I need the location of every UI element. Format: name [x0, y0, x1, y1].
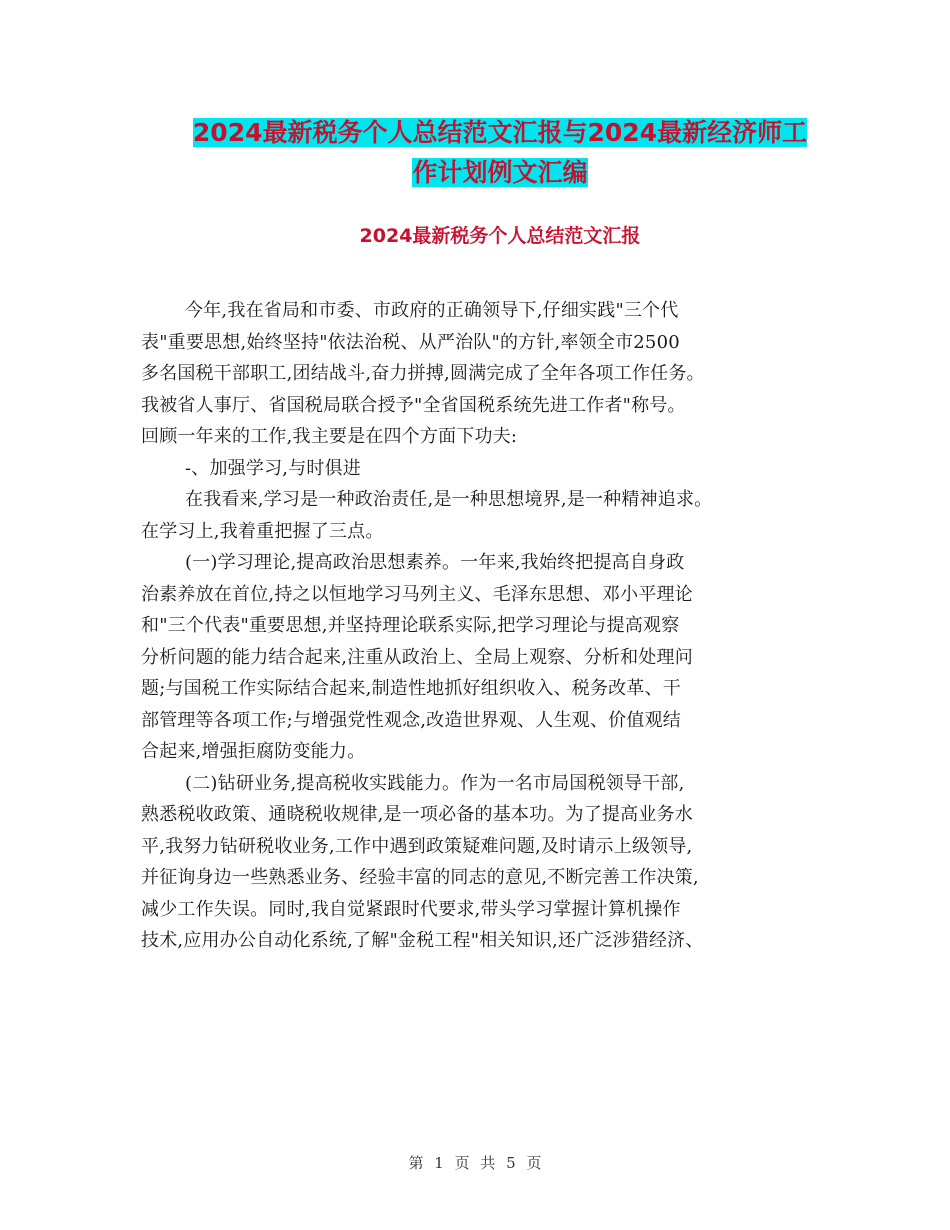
paragraph-line: 合起来,增强拒腐防变能力。	[141, 741, 366, 762]
paragraph-line: (二)钻研业务,提高税收实践能力。作为一名市局国税领导干部,	[185, 772, 685, 794]
paragraph-line: 表"重要思想,始终坚持"依法治税、从严治队"的方针,率领全市2500	[141, 331, 680, 353]
paragraph-line: 技术,应用办公自动化系统,了解"金税工程"相关知识,还广泛涉猎经济、	[141, 930, 704, 951]
paragraph-line: 我被省人事厅、省国税局联合授予"全省国税系统先进工作者"称号。	[141, 394, 686, 416]
page-footer: 第 1 页 共 5 页	[408, 1154, 542, 1172]
paragraph-line: 在我看来,学习是一种政治责任,是一种思想境界,是一种精神追求。	[185, 489, 713, 510]
paragraph-line: 在学习上,我着重把握了三点。	[141, 520, 384, 542]
paragraph-line: 治素养放在首位,持之以恒地学习马列主义、毛泽东思想、邓小平理论	[141, 583, 693, 605]
paragraph-line: 部管理等各项工作;与增强党性观念,改造世界观、人生观、价值观结	[141, 709, 681, 731]
paragraph-line: 平,我努力钻研税收业务,工作中遇到政策疑难问题,及时请示上级领导,	[141, 835, 693, 857]
paragraph-line: 熟悉税收政策、通晓税收规律,是一项必备的基本功。为了提高业务水	[141, 804, 693, 825]
paragraph-line: 多名国税干部职工,团结战斗,奋力拼搏,圆满完成了全年各项工作任务。	[141, 363, 705, 384]
paragraph-line: 分析问题的能力结合起来,注重从政治上、全局上观察、分析和处理问	[141, 646, 693, 668]
paragraph-line: 题;与国税工作实际结合起来,制造性地抓好组织收入、税务改革、干	[141, 678, 681, 699]
body-text	[141, 295, 831, 957]
section-title: 2024最新税务个人总结范文汇报	[359, 225, 641, 247]
paragraph-line: (一)学习理论,提高政治思想素养。一年来,我始终把提高自身政	[185, 552, 685, 573]
paragraph-line: 今年,我在省局和市委、市政府的正确领导下,仔细实践"三个代	[185, 300, 679, 321]
paragraph-line: 减少工作失误。同时,我自觉紧跟时代要求,带头学习掌握计算机操作	[141, 898, 681, 920]
heading-line: -、加强学习,与时俱进	[185, 457, 362, 479]
document-title-line-1: 2024最新税务个人总结范文汇报与2024最新经济师工	[192, 118, 808, 147]
document-title-line-2: 作计划例文汇编	[412, 158, 588, 187]
document-title	[140, 113, 860, 193]
paragraph-line: 回顾一年来的工作,我主要是在四个方面下功夫:	[141, 426, 518, 447]
paragraph-line: 和"三个代表"重要思想,并坚持理论联系实际,把学习理论与提高观察	[141, 615, 680, 636]
paragraph-line: 并征询身边一些熟悉业务、经验丰富的同志的意见,不断完善工作决策,	[141, 867, 699, 888]
